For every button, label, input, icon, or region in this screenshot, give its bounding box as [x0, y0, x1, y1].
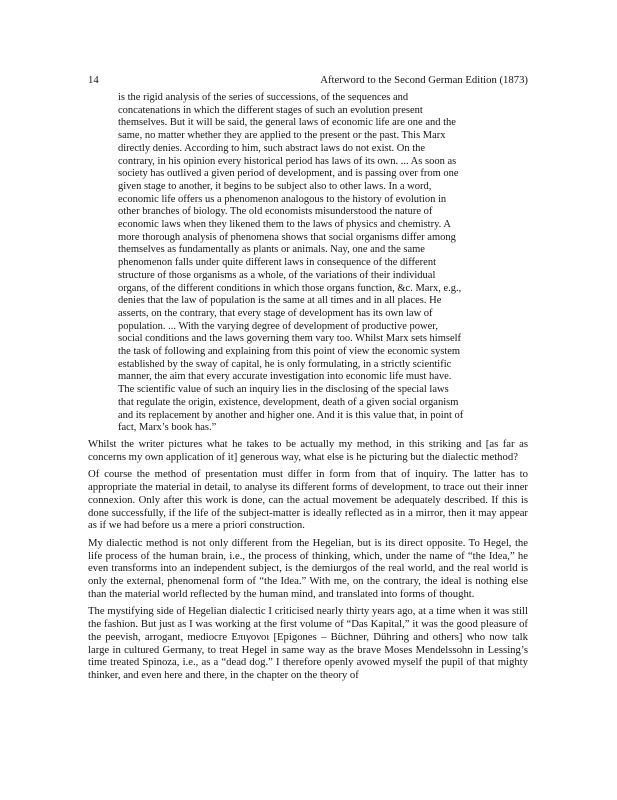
quote-line: economic laws when they likened them to the laws of physics and chemistry. A	[118, 219, 451, 231]
paragraph: Whilst the writer pictures what he takes to be actually my method, in this striking and [as far as concerns my own application of it] generous way, what else is he picturing but the dialectic method?	[88, 438, 528, 463]
paragraph: Of course the method of presentation must differ in form from that of inquiry. The latter has to appropriate the material in detail, to analyse its different forms of development, to trace out their inner connexion. Only after this work is done, can the actual movement be adequately described. If this is done successfully, if the life of the subject-matter is ideally reflected as in a mirror, then it may appear as if we had before us a mere a priori construction.	[88, 468, 528, 532]
quote-line: concatenations in which the different stages of such an evolution present	[118, 104, 423, 116]
quote-line: is the rigid analysis of the series of successions, of the sequences and	[118, 92, 409, 103]
page-number: 14	[88, 74, 99, 86]
quote-line: organs, of the different conditions in which those organs function, &c. Marx, e.g.,	[118, 282, 462, 294]
quote-line: phenomenon falls under quite different laws in consequence of the different	[118, 257, 437, 269]
quote-line: manner, the aim that every accurate investigation into economic life must have.	[118, 371, 452, 383]
quote-line: same, no matter whether they are applied to the present or the past. This Marx	[118, 130, 446, 142]
paragraph: My dialectic method is not only different from the Hegelian, but is its direct opposite. To Hegel, the life process of the human brain, i.e., the process of thinking, which, under the name of “the Idea,” he even transforms into an independent subject, is the demiurgos of the real world, and the real world is only the external, phenomenal form of “the Idea.” With me, on the contrary, the ideal is nothing else than the material world reflected by the human mind, and translated into forms of thought.	[88, 536, 528, 600]
running-title: Afterword to the Second German Edition (1873)	[320, 74, 528, 86]
quote-line: social conditions and the laws governing them vary too. Whilst Marx sets himself	[118, 333, 462, 345]
quote-line: themselves as fundamentally as plants or animals. Nay, one and the same	[118, 244, 425, 256]
quote-line: structure of those organisms as a whole, of the variations of their individual	[118, 269, 436, 281]
quote-line: more thorough analysis of phenomena shows that social organisms differ among	[118, 231, 456, 243]
quote-line: fact, Marx’s book has.”	[118, 422, 217, 434]
quote-line: contrary, in his opinion every historical period has laws of its own. ... As soon as	[118, 155, 457, 167]
page-header	[88, 74, 528, 87]
quote-line: the task of following and explaining from this point of view the economic system	[118, 346, 461, 358]
quote-line: The scientific value of such an inquiry lies in the disclosing of the special laws	[118, 384, 449, 396]
quote-line: established by the sway of capital, he is only formulating, in a strictly scientific	[118, 358, 452, 370]
quote-line: denies that the law of population is the same at all times and in all places. He	[118, 295, 442, 307]
quote-line: economic life offers us a phenomenon analogous to the history of evolution in	[118, 193, 447, 205]
body-paragraphs	[88, 438, 528, 687]
quote-line: given stage to another, it begins to be subject also to other laws. In a word,	[118, 180, 432, 192]
quote-line: directly denies. According to him, such abstract laws do not exist. On the	[118, 142, 426, 154]
paragraph: The mystifying side of Hegelian dialectic I criticised nearly thirty years ago, at a time when it was still the fashion. But just as I was working at the first volume of “Das Kapital,” it was the good pleasure of the peevish, arrogant, mediocre Επιγονοι [Epigones – Büchner, Dühring and others] who now talk large in cultured Germany, to treat Hegel in same way as the brave Moses Mendelssohn in Lessing’s time treated Spinoza, i.e., as a “dead dog.” I therefore openly avowed myself the pupil of that mighty thinker, and even here and there, in the chapter on the theory of	[88, 605, 528, 681]
quote-line: and its replacement by another and higher one. And it is this value that, in point of	[118, 409, 464, 421]
block-quote	[118, 92, 518, 435]
quote-line: society has outlived a given period of development, and is passing over from one	[118, 168, 459, 180]
quote-line: other branches of biology. The old economists misunderstood the nature of	[118, 206, 433, 218]
quote-line: themselves. But it will be said, the general laws of economic life are one and the	[118, 117, 456, 129]
quote-line: asserts, on the contrary, that every stage of development has its own law of	[118, 307, 433, 319]
quote-line: population. ... With the varying degree of development of productive power,	[118, 320, 438, 332]
quote-line: that regulate the origin, existence, development, death of a given social organism	[118, 396, 459, 408]
